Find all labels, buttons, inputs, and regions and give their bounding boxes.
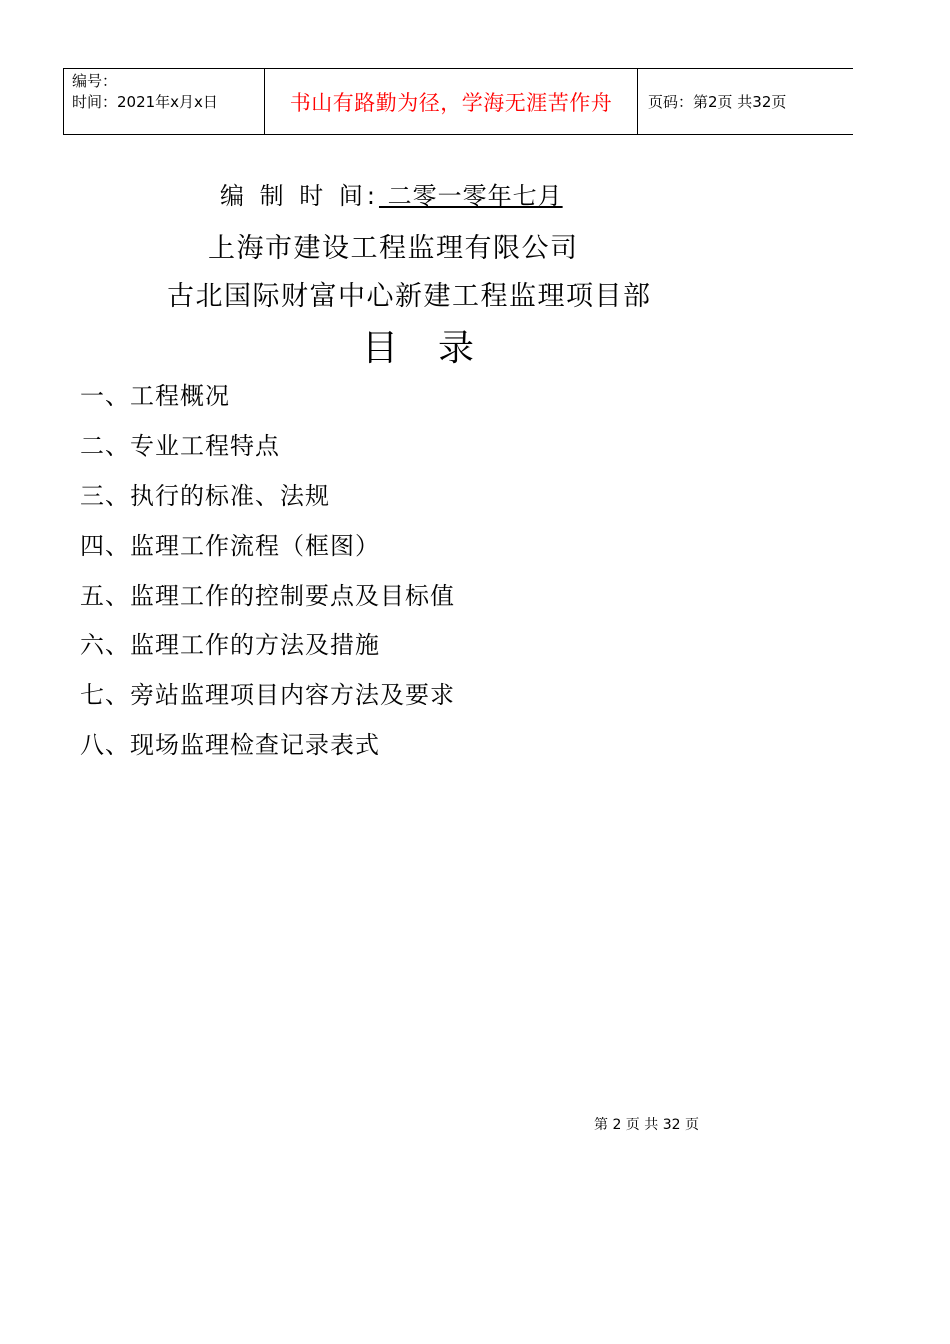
- document-number-label: 编号：: [72, 72, 118, 90]
- toc-title: 目录: [362, 328, 515, 369]
- company-name: 上海市建设工程监理有限公司: [208, 233, 579, 264]
- toc-item: 三、执行的标准、法规: [80, 482, 330, 510]
- compile-time-line: [220, 176, 563, 211]
- toc-item: 四、监理工作流程（框图）: [80, 532, 380, 560]
- header-motto: 书山有路勤为径，学海无涯苦作舟: [265, 69, 638, 134]
- toc-item: 七、旁站监理项目内容方法及要求: [80, 681, 455, 709]
- toc-item: 六、监理工作的方法及措施: [80, 631, 380, 659]
- toc-item: 五、监理工作的控制要点及目标值: [80, 582, 455, 610]
- toc-item: 二、专业工程特点: [80, 432, 280, 460]
- project-department-name: 古北国际财富中心新建工程监理项目部: [167, 281, 652, 312]
- compile-time-value: 二零一零年七月: [378, 182, 563, 210]
- document-header-table: [63, 68, 853, 135]
- footer-page-number: 第 2 页 共 32 页: [594, 1117, 699, 1133]
- compile-time-label: 编 制 时 间:: [220, 182, 379, 210]
- toc-item: 一、工程概况: [80, 382, 230, 410]
- document-time-label: 时间：2021年x月x日: [72, 93, 218, 111]
- header-meta-cell: [64, 69, 265, 134]
- header-page-code: 页码：第2页 共32页: [648, 93, 787, 111]
- toc-item: 八、现场监理检查记录表式: [80, 731, 380, 759]
